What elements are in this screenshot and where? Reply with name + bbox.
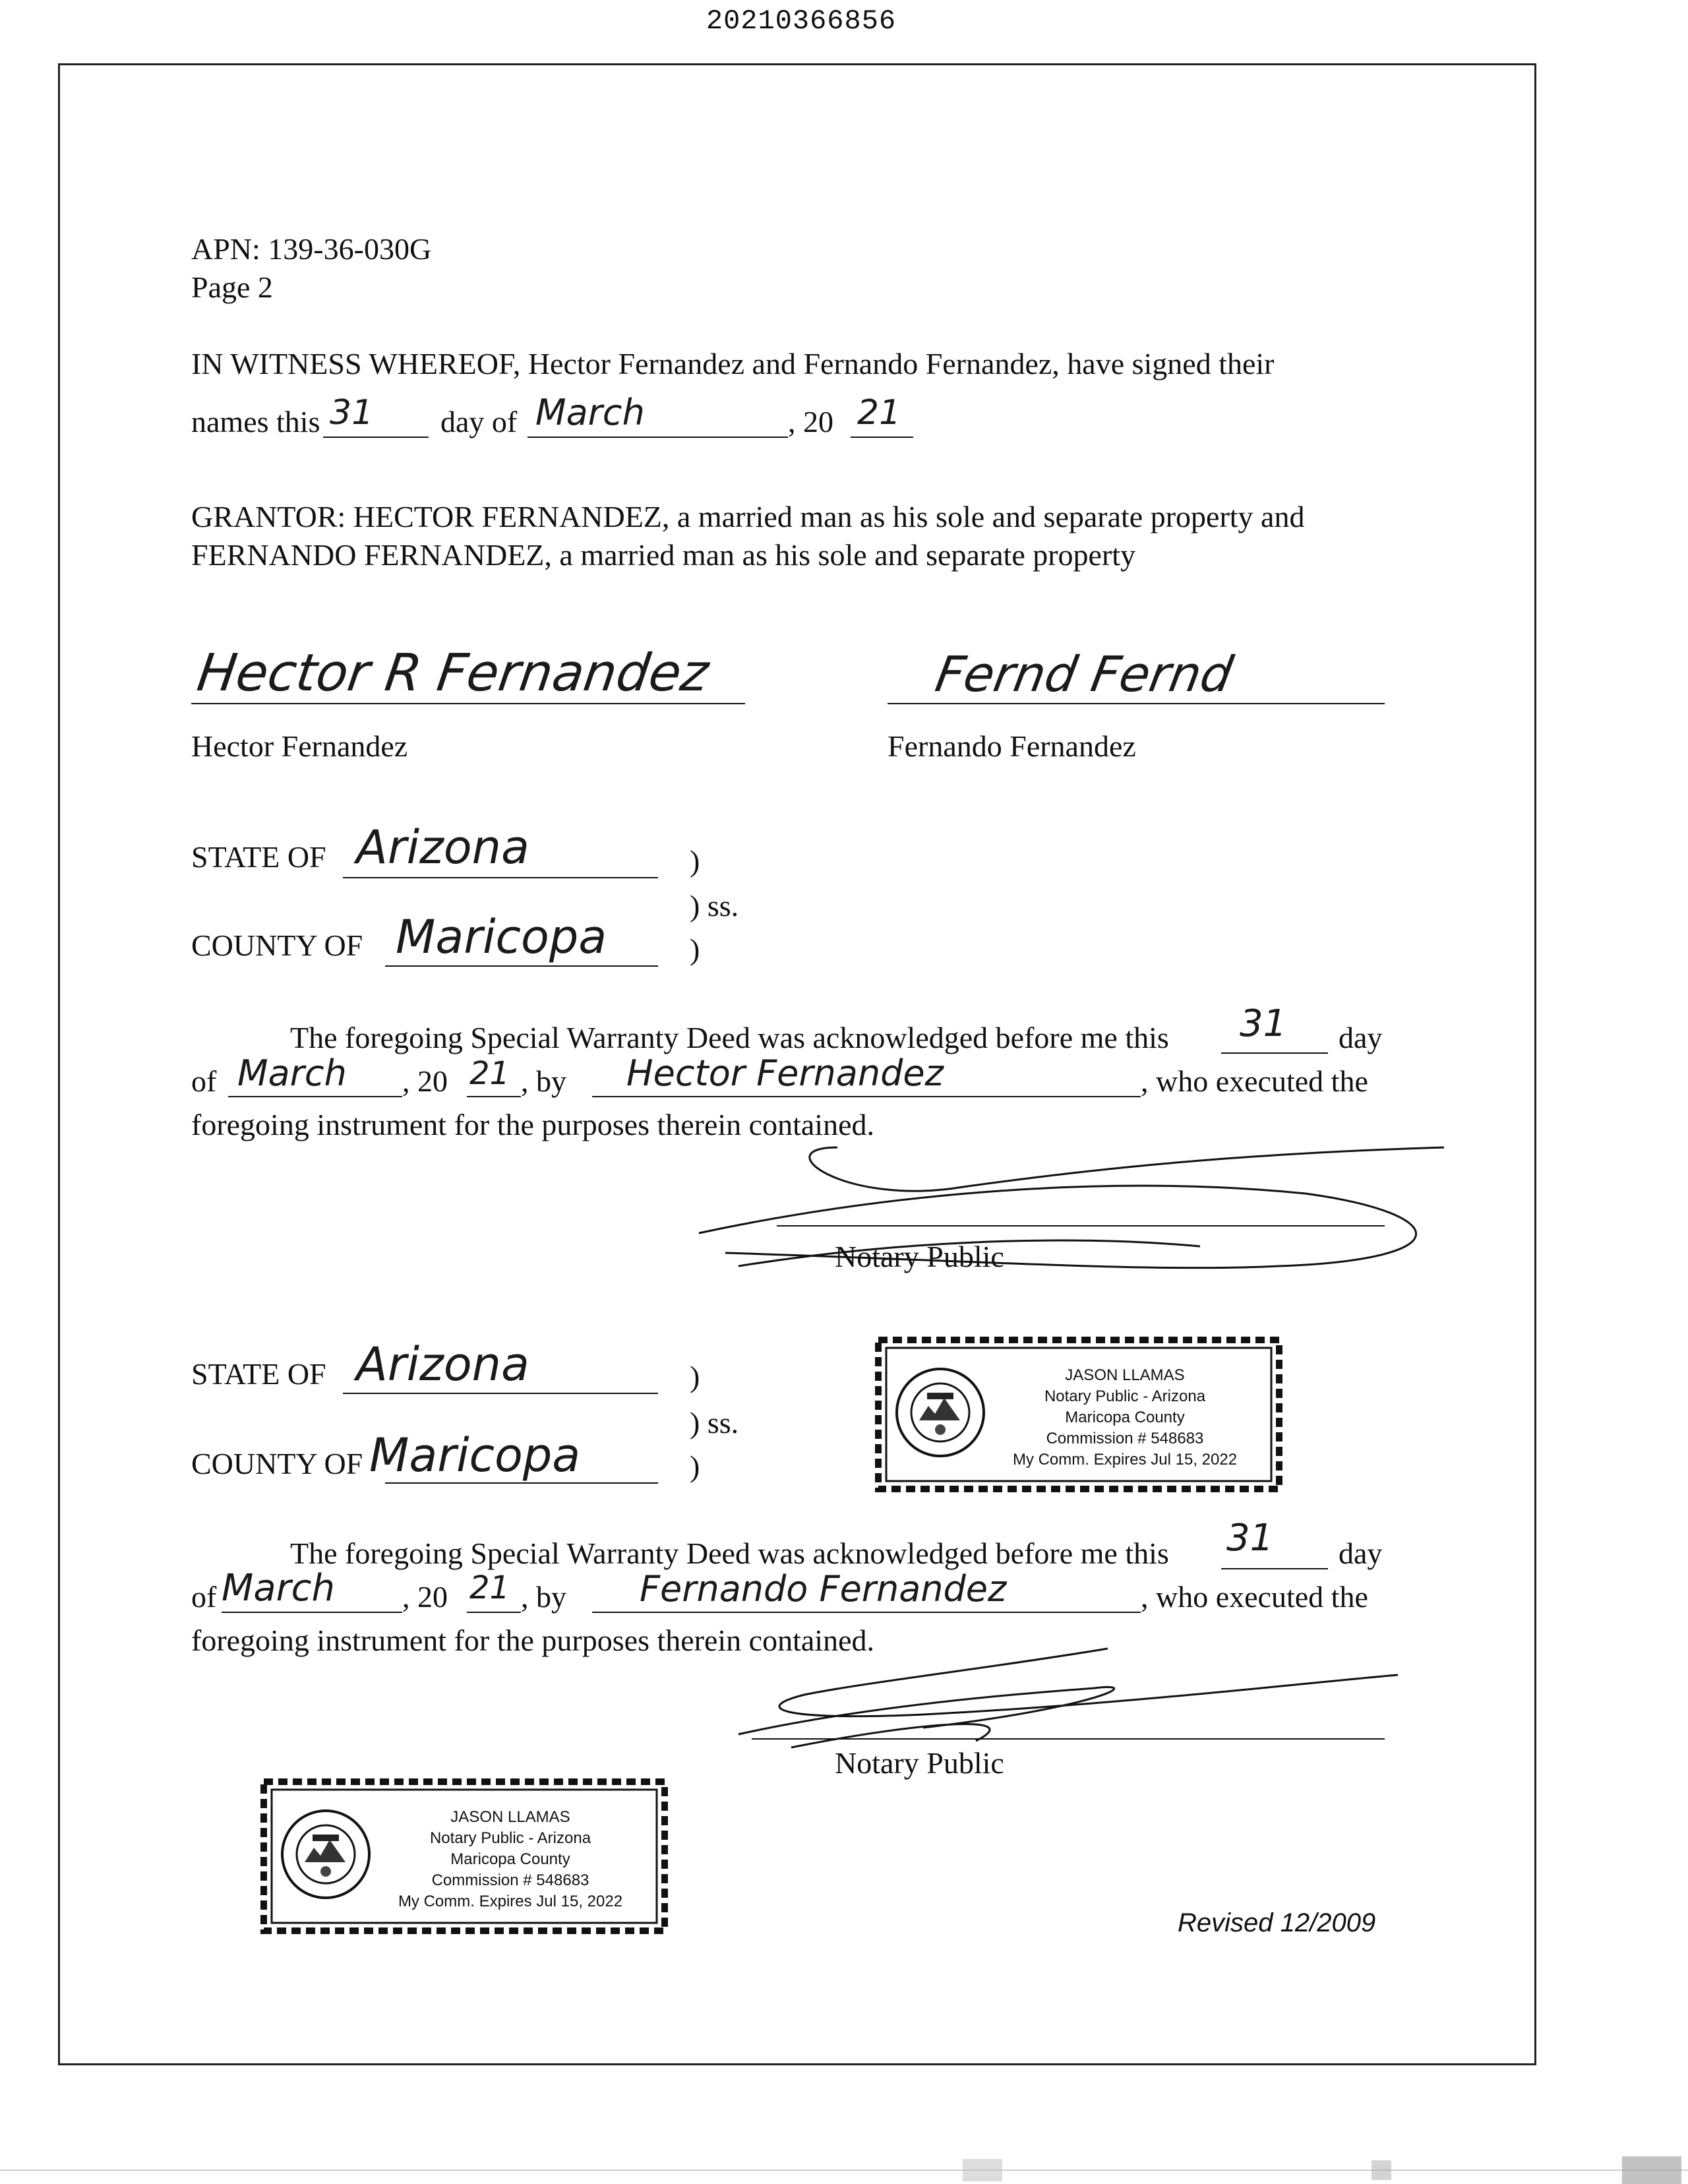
venue1-paren-2: ) — [690, 932, 700, 966]
fernando-signature: Fernd Fernd — [931, 646, 1237, 703]
ack2-year-prefix: , 20 — [402, 1580, 448, 1614]
witness-names-this: names this — [191, 405, 320, 439]
ack2-name-blank — [592, 1610, 1141, 1613]
ack1-day-blank — [1221, 1051, 1328, 1054]
stamp-expires: My Comm. Expires Jul 15, 2022 — [1012, 1451, 1238, 1469]
scan-noise-strip — [0, 2156, 1688, 2184]
grantor-line-2: FERNANDO FERNANDEZ, a married man as his sole and separate property — [191, 538, 1136, 572]
venue2-ss: ) ss. — [690, 1406, 739, 1440]
venue2-paren-2: ) — [690, 1449, 700, 1483]
venue2-hw-county: Maricopa — [369, 1428, 581, 1482]
ack2-hw-year: 21 — [469, 1569, 510, 1606]
ack1-hw-day: 31 — [1240, 1002, 1287, 1045]
stamp-name: JASON LLAMAS — [450, 1808, 570, 1826]
ack1-line-1a: The foregoing Special Warranty Deed was acknowledged before me this — [290, 1021, 1169, 1054]
ack1-of: of — [191, 1064, 217, 1098]
venue1-hw-county: Maricopa — [396, 910, 607, 964]
witness-line-1: IN WITNESS WHEREOF, Hector Fernandez and Fernando Fernandez, have signed their — [191, 347, 1275, 380]
ack1-hw-year: 21 — [469, 1055, 510, 1092]
arizona-seal-icon — [280, 1808, 372, 1900]
apn-label: APN: 139-36-030G — [191, 232, 432, 266]
ack1-line-3: foregoing instrument for the purposes therein contained. — [191, 1108, 874, 1141]
notary1-label: Notary Public — [835, 1240, 1004, 1273]
fernando-printed-name: Fernando Fernandez — [888, 729, 1136, 763]
ack1-tail: , who executed the — [1141, 1064, 1368, 1098]
witness-year-blank — [851, 435, 913, 438]
ack2-month-blank — [222, 1610, 402, 1613]
venue2-paren-1: ) — [690, 1360, 700, 1393]
witness-hw-day: 31 — [330, 393, 374, 433]
page-label: Page 2 — [191, 270, 273, 304]
ack2-year-blank — [467, 1610, 521, 1613]
notary-stamp-2 — [260, 1778, 669, 1935]
venue1-paren-1: ) — [690, 844, 700, 878]
venue1-state-label: STATE OF — [191, 840, 326, 874]
ack2-line-1a: The foregoing Special Warranty Deed was acknowledged before me this — [290, 1536, 1169, 1570]
ack1-by: , by — [521, 1064, 566, 1098]
ack2-tail: , who executed the — [1141, 1580, 1368, 1614]
stamp-expires: My Comm. Expires Jul 15, 2022 — [398, 1893, 623, 1910]
ack2-by: , by — [521, 1580, 566, 1614]
ack2-hw-name: Fernando Fernandez — [640, 1568, 1007, 1610]
ack2-of: of — [191, 1580, 217, 1614]
notary1-line — [777, 1225, 1385, 1227]
venue2-county-label: COUNTY OF — [191, 1447, 363, 1480]
ack1-year-prefix: , 20 — [402, 1064, 448, 1098]
stamp-title: Notary Public - Arizona — [429, 1829, 591, 1847]
ack1-hw-name: Hector Fernandez — [626, 1052, 944, 1094]
venue1-ss: ) ss. — [690, 889, 739, 923]
witness-year-prefix: , 20 — [788, 405, 833, 439]
witness-month-blank — [528, 435, 788, 438]
hector-signature: Hector R Fernandez — [193, 644, 713, 703]
venue2-state-label: STATE OF — [191, 1357, 326, 1391]
ack1-hw-month: March — [237, 1052, 347, 1094]
venue1-county-blank — [385, 964, 658, 967]
stamp-title: Notary Public - Arizona — [1044, 1387, 1206, 1405]
ack1-name-blank — [592, 1095, 1141, 1097]
venue1-hw-state: Arizona — [356, 820, 529, 874]
venue2-hw-state: Arizona — [356, 1337, 529, 1391]
ack2-day-blank — [1221, 1567, 1328, 1569]
ack2-line-3: foregoing instrument for the purposes therein contained. — [191, 1623, 874, 1657]
stamp-county: Maricopa County — [1065, 1409, 1185, 1426]
notary2-label: Notary Public — [835, 1746, 1004, 1780]
witness-day-of: day of — [440, 405, 518, 439]
notary1-signature — [686, 1134, 1477, 1286]
notary2-signature — [725, 1642, 1411, 1761]
ack1-line-1b: day — [1339, 1021, 1383, 1054]
witness-day-blank — [323, 435, 429, 438]
stamp-name: JASON LLAMAS — [1065, 1366, 1185, 1384]
stamp-commission: Commission # 548683 — [431, 1871, 589, 1889]
witness-hw-year: 21 — [857, 393, 901, 433]
stamp-county: Maricopa County — [450, 1850, 570, 1868]
venue1-state-blank — [343, 876, 658, 878]
ack1-year-blank — [467, 1095, 521, 1097]
stamp-commission: Commission # 548683 — [1046, 1430, 1204, 1447]
witness-hw-month: March — [535, 392, 645, 433]
hector-signature-line — [191, 703, 745, 704]
notary-stamp-1 — [874, 1336, 1283, 1493]
fernando-signature-line — [888, 703, 1385, 704]
grantor-line-1: GRANTOR: HECTOR FERNANDEZ, a married man as his sole and separate property and — [191, 500, 1305, 533]
arizona-seal-icon — [894, 1366, 986, 1459]
revised-date: Revised 12/2009 — [1178, 1908, 1376, 1937]
venue2-state-blank — [343, 1391, 658, 1394]
notary2-line — [752, 1738, 1385, 1740]
hector-printed-name: Hector Fernandez — [191, 729, 408, 763]
venue1-county-label: COUNTY OF — [191, 928, 363, 962]
recording-number: 20210366856 — [706, 5, 897, 37]
ack1-month-blank — [228, 1095, 402, 1097]
ack2-hw-day: 31 — [1226, 1517, 1274, 1560]
ack2-line-1b: day — [1339, 1536, 1383, 1570]
ack2-hw-month: March — [222, 1567, 335, 1610]
